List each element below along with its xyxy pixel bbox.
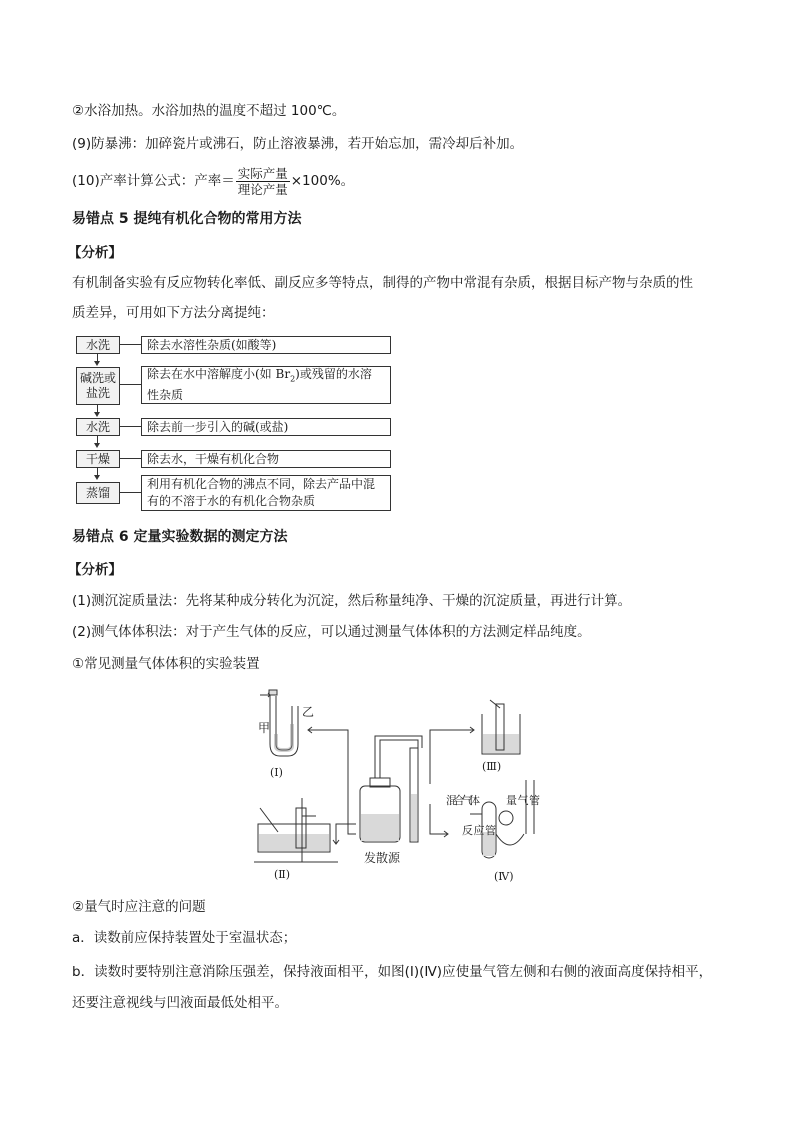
flow-desc-3: 除去前一步引入的碱(或盐) — [141, 418, 391, 436]
label-reaction-tube: 反应管 — [462, 824, 496, 837]
gas-volume-apparatus-diagram — [238, 684, 558, 890]
method-precipitate: (1)测沉淀质量法：先将某种成分转化为沉淀，然后称量纯净、干燥的沉淀质量，再进行计算。 — [72, 593, 632, 609]
yield-formula-line — [72, 163, 354, 199]
notes-heading: ②量气时应注意的问题 — [72, 899, 206, 915]
flow-desc-4: 除去水，干燥有机化合物 — [141, 450, 391, 468]
section-heading-5: 易错点 5 提纯有机化合物的常用方法 — [72, 211, 302, 227]
note-a: a．读数前应保持装置处于室温状态； — [72, 930, 297, 946]
flow-step-2-line-b: 盐洗 — [85, 386, 110, 400]
note-b-continued: 还要注意视线与凹液面最低处相平。 — [72, 995, 288, 1011]
burette-apparatus — [470, 780, 534, 858]
yield-suffix: ×100%。 — [290, 173, 355, 189]
flow-arrow-head — [94, 443, 100, 448]
flow-connector — [119, 426, 141, 427]
yield-denominator: 理论产量 — [237, 181, 288, 197]
label-apparatus-1: (Ⅰ) — [270, 766, 283, 779]
apparatus-heading: ①常见测量气体体积的实验装置 — [72, 656, 260, 672]
method-gas-volume: (2)测气体体积法：对于产生气体的反应，可以通过测量气体体积的方法测定样品纯度。 — [72, 624, 591, 640]
analysis-tag-1: 【分析】 — [68, 245, 122, 261]
tube-to-apparatus-1 — [308, 730, 356, 834]
flow-desc-2-line-a — [147, 366, 372, 387]
yield-prefix: (10)产率计算公式：产率＝ — [72, 173, 235, 189]
flow-step-wash-2: 水洗 — [76, 418, 120, 436]
anti-bumping-line: (9)防暴沸：加碎瓷片或沸石，防止溶液暴沸，若开始忘加，需冷却后补加。 — [72, 136, 524, 152]
flow-desc-2-text-b: )或残留的水溶 — [295, 366, 372, 381]
flow-desc-2-line-c: 性杂质 — [147, 388, 184, 403]
flow-step-2-line-a: 碱洗或 — [79, 371, 116, 385]
paragraph-5a: 有机制备实验有反应物转化率低、副反应多等特点，制得的产物中常混有杂质，根据目标产物与杂质的性 — [72, 275, 693, 291]
flow-arrow-head — [94, 361, 100, 366]
beaker-apparatus — [482, 700, 520, 754]
label-apparatus-3: (Ⅲ) — [482, 760, 502, 773]
yield-numerator: 实际产量 — [237, 165, 288, 181]
trough-apparatus — [254, 798, 338, 862]
flow-arrow-head — [94, 475, 100, 480]
note-b: b．读数时要特别注意消除压强差，保持液面相平，如图(Ⅰ)(Ⅳ)应使量气管左侧和右侧的液面高度保持相平， — [72, 964, 713, 980]
flow-connector — [119, 458, 141, 459]
flow-desc-2-sub: 2 — [290, 374, 296, 384]
flow-connector — [119, 344, 141, 345]
flow-step-distill: 蒸馏 — [76, 482, 120, 504]
flow-desc-5-line-c: 有的不溶于水的有机化合物杂质 — [147, 494, 316, 508]
flow-step-wash-1: 水洗 — [76, 336, 120, 354]
yield-fraction — [236, 166, 290, 197]
label-apparatus-2: (Ⅱ) — [274, 868, 291, 881]
label-gas-burette: 量气管 — [506, 794, 540, 807]
flow-desc-1: 除去水溶性杂质(如酸等) — [141, 336, 391, 354]
flow-desc-5-line-a: 利用有机化合物的沸点不同，除去产品中混 — [147, 477, 376, 491]
water-bath-line: ②水浴加热。水浴加热的温度不超过 100℃。 — [72, 103, 346, 119]
label-jia: 甲 — [258, 721, 271, 735]
analysis-tag-2: 【分析】 — [68, 562, 122, 578]
flow-step-base-salt-wash — [76, 367, 120, 405]
flow-connector — [119, 384, 141, 385]
label-gas-source: 发散源 — [364, 851, 401, 865]
label-apparatus-4: (Ⅳ) — [494, 870, 514, 883]
paragraph-5b: 质差异，可用如下方法分离提纯： — [72, 305, 275, 321]
flow-desc-2 — [141, 366, 391, 404]
tube-to-apparatus-4 — [430, 804, 448, 834]
label-yi: 乙 — [302, 705, 315, 719]
gas-source-bottle — [360, 736, 422, 842]
section-heading-6: 易错点 6 定量实验数据的测定方法 — [72, 529, 288, 545]
flow-desc-2-text-a: 除去在水中溶解度小(如 Br — [147, 366, 291, 381]
flow-desc-5 — [141, 475, 391, 511]
label-mixed-gas: 混合气体 — [446, 794, 480, 807]
tube-to-apparatus-3 — [430, 730, 474, 784]
flow-connector — [119, 492, 141, 493]
flow-step-dry: 干燥 — [76, 450, 120, 468]
flow-arrow-head — [94, 412, 100, 417]
